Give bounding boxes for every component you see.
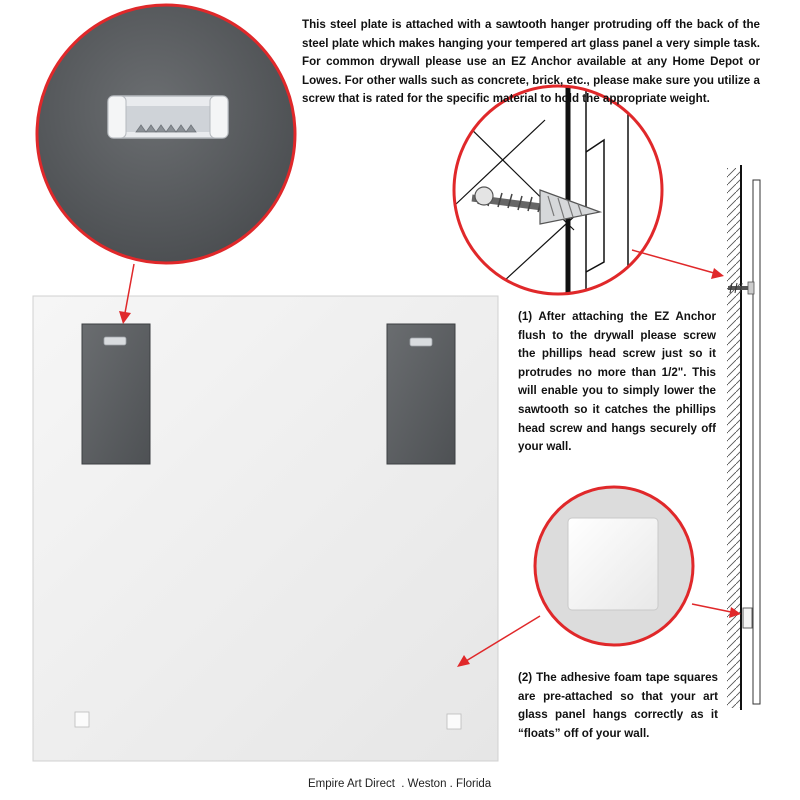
company-footer: Empire Art Direct . Weston . Florida (308, 778, 492, 790)
anchor-callout (454, 80, 662, 300)
steel-plate-left (82, 324, 150, 464)
step-2-instructions: (2) The adhesive foam tape squares are pre-attached so that your art glass panel hangs correctly as it “floats” off of your wall. (518, 671, 718, 740)
sawtooth-hanger-icon (104, 337, 126, 345)
steel-plate-right (387, 324, 455, 464)
sawtooth-hanger-icon (410, 338, 432, 346)
foam-tape-callout (535, 487, 693, 645)
arrow-head-icon (711, 268, 724, 279)
foam-square-right (447, 714, 461, 729)
hanger-callout (37, 5, 295, 263)
intro-description: This steel plate is attached with a sawtooth hanger protruding off the back of the steel plate which makes hanging your tempered art glass panel a very simple task. For common drywall please use an EZ Anchor available at any Home Depot or Lowes. For other walls such as concrete, brick, etc., please make sure you utilize a screw that is rated for the specific material to hold the appropriate weight. (302, 18, 760, 106)
side-view-wall (727, 165, 760, 710)
step-1-instructions: (1) After attaching the EZ Anchor flush to the drywall please screw the phillips head screw just so it protrudes no more than 1/2". This will enable you to simply lower the sawtooth so it catches the phillips head screw and hangs securely off your wall. (518, 310, 716, 454)
foam-square-left (75, 712, 89, 727)
